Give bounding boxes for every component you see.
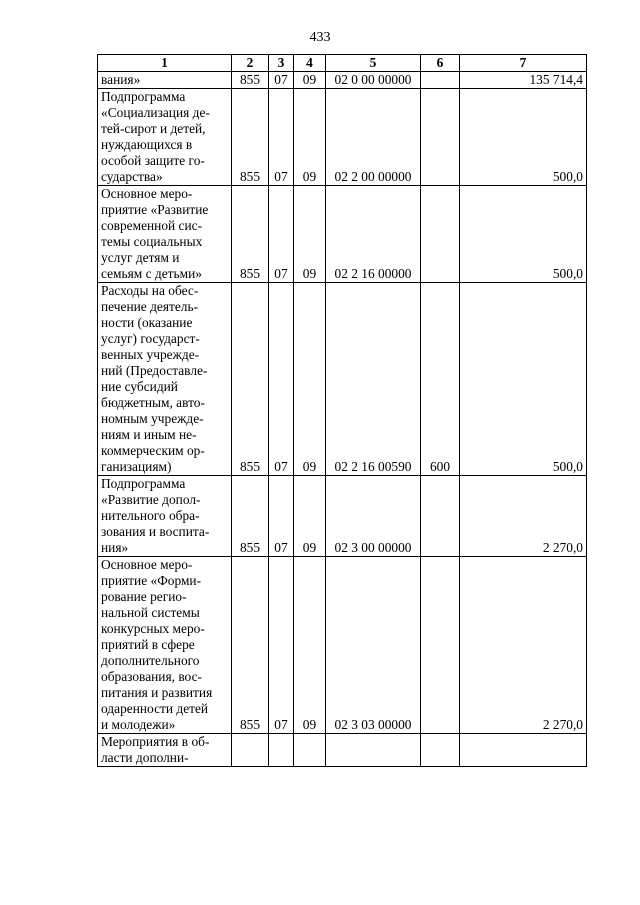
header-col-4: 4: [294, 55, 326, 72]
row-expense-type: [421, 734, 460, 767]
header-col-2: 2: [232, 55, 269, 72]
row-target-article: 02 3 03 00000: [326, 557, 421, 734]
row-target-article: 02 0 00 00000: [326, 72, 421, 89]
row-subsection: [294, 734, 326, 767]
row-subsection: 09: [294, 89, 326, 186]
row-name: Основное меро- приятие «Форми- рование регио- нальной системы конкурсных меро- приятий в сфере дополнительного образования, вос- питания и развития одаренности детей и молодежи»: [98, 557, 232, 734]
table-row: [98, 72, 587, 89]
table-row: [98, 734, 587, 767]
row-amount: 500,0: [460, 283, 587, 476]
row-target-article: 02 2 16 00590: [326, 283, 421, 476]
row-subsection: 09: [294, 557, 326, 734]
header-row: [98, 55, 587, 72]
row-target-article: 02 3 00 00000: [326, 476, 421, 557]
table-row: [98, 89, 587, 186]
row-subsection: 09: [294, 476, 326, 557]
row-amount: 2 270,0: [460, 557, 587, 734]
header-col-7: 7: [460, 55, 587, 72]
row-code: [232, 734, 269, 767]
row-name: Подпрограмма «Развитие допол- нительного обра- зования и воспита- ния»: [98, 476, 232, 557]
row-code: 855: [232, 186, 269, 283]
row-amount: 500,0: [460, 89, 587, 186]
row-name: Основное меро- приятие «Развитие современной сис- темы социальных услуг детям и семьям с детьми»: [98, 186, 232, 283]
row-expense-type: [421, 476, 460, 557]
header-col-5: 5: [326, 55, 421, 72]
row-section: 07: [269, 89, 294, 186]
row-section: [269, 734, 294, 767]
row-amount: [460, 734, 587, 767]
row-section: 07: [269, 476, 294, 557]
row-expense-type: [421, 557, 460, 734]
row-code: 855: [232, 476, 269, 557]
row-name: Мероприятия в об- ласти дополни-: [98, 734, 232, 767]
row-expense-type: [421, 72, 460, 89]
row-target-article: [326, 734, 421, 767]
row-subsection: 09: [294, 72, 326, 89]
page-number: 433: [309, 30, 331, 45]
row-expense-type: [421, 89, 460, 186]
header-col-3: 3: [269, 55, 294, 72]
row-subsection: 09: [294, 186, 326, 283]
row-section: 07: [269, 72, 294, 89]
table-row: [98, 557, 587, 734]
row-target-article: 02 2 00 00000: [326, 89, 421, 186]
table-row: [98, 476, 587, 557]
row-code: 855: [232, 72, 269, 89]
row-code: 855: [232, 283, 269, 476]
row-section: 07: [269, 283, 294, 476]
row-name: вания»: [98, 72, 232, 89]
row-code: 855: [232, 89, 269, 186]
row-target-article: 02 2 16 00000: [326, 186, 421, 283]
row-amount: 135 714,4: [460, 72, 587, 89]
row-subsection: 09: [294, 283, 326, 476]
row-amount: 2 270,0: [460, 476, 587, 557]
row-name: Расходы на обес- печение деятель- ности (оказание услуг) государст- венных учрежде- ний (Предоставле- ние субсидий бюджетным, авто- номным учрежде- ниям и иным не- коммерческим ор- ганизациям): [98, 283, 232, 476]
row-name: Подпрограмма «Социализация де- тей-сирот и детей, нуждающихся в особой защите го- сударства»: [98, 89, 232, 186]
table-row: [98, 283, 587, 476]
row-section: 07: [269, 186, 294, 283]
row-amount: 500,0: [460, 186, 587, 283]
table-row: [98, 186, 587, 283]
row-code: 855: [232, 557, 269, 734]
row-expense-type: 600: [421, 283, 460, 476]
header-col-6: 6: [421, 55, 460, 72]
header-col-1: 1: [98, 55, 232, 72]
row-expense-type: [421, 186, 460, 283]
row-section: 07: [269, 557, 294, 734]
budget-table: [97, 54, 587, 767]
